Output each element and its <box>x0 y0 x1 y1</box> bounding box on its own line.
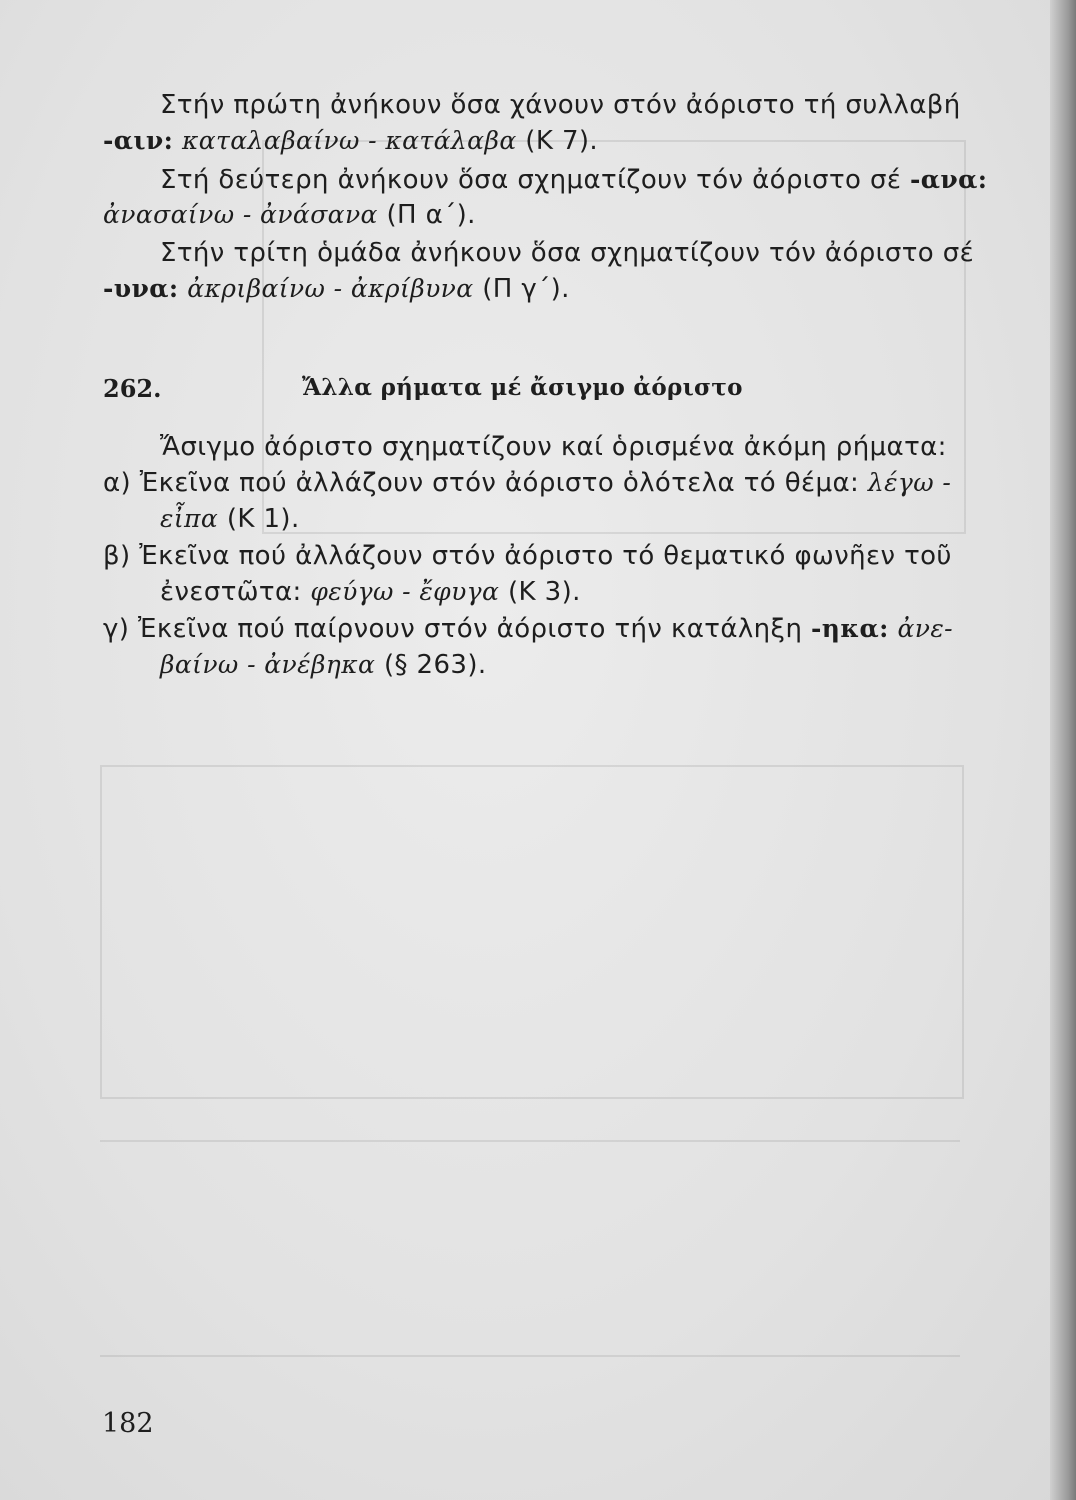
intro-paragraph-3-line-2 <box>103 272 570 306</box>
item-text: Ἐκεῖνα πού ἀλλάζουν στόν ἀόριστο ὁλότελα τό θέμα: <box>139 468 860 498</box>
list-item-gamma-line-1 <box>103 612 953 646</box>
reference: (§ 263). <box>383 650 487 680</box>
example-italic: εἶπα <box>160 504 219 533</box>
intro-paragraph-2-line-2 <box>103 198 476 232</box>
item-label: α) <box>103 468 132 498</box>
list-item-beta-line-2 <box>160 575 581 609</box>
text: Στή δεύτερη ἀνήκουν ὅσα σχηματίζουν τόν ἀόριστο σέ <box>160 165 902 195</box>
reference: (Π γ΄). <box>482 274 570 304</box>
list-item-alpha-line-1 <box>103 466 951 500</box>
reference: (Κ 7). <box>525 126 599 156</box>
page-number: 182 <box>102 1408 154 1439</box>
example-italic: φεύγω - ἔφυγα <box>310 577 500 606</box>
text: Στήν πρώτη ἀνήκουν ὅσα χάνουν στόν ἀόριστο τή συλλαβή <box>160 90 961 120</box>
reference: (Κ 3). <box>507 577 581 607</box>
item-label: γ) <box>103 614 130 644</box>
example-italic: ἀνασαίνω - ἀνάσανα <box>103 200 378 229</box>
reference: (Κ 1). <box>226 504 300 534</box>
ending-bold: -υνα: <box>103 274 179 303</box>
reference: (Π α΄). <box>386 200 476 230</box>
section-lead <box>160 430 947 464</box>
example-italic: καταλαβαίνω - κατάλαβα <box>181 126 517 155</box>
ending-bold: -αιν: <box>103 126 174 155</box>
list-item-gamma-line-2 <box>160 648 487 682</box>
list-item-alpha-line-2 <box>160 502 300 536</box>
ending-bold: -ανα: <box>909 165 988 194</box>
list-item-beta-line-1 <box>103 539 952 573</box>
item-label: β) <box>103 541 131 571</box>
example-italic: βαίνω - ἀνέβηκα <box>160 650 376 679</box>
item-text: Ἐκεῖνα πού παίρνουν στόν ἀόριστο τήν κατάληξη <box>138 614 803 644</box>
item-text: Ἐκεῖνα πού ἀλλάζουν στόν ἀόριστο τό θεματικό φωνῆεν τοῦ <box>139 541 952 571</box>
intro-paragraph-3-line-1 <box>160 236 974 270</box>
bleed-through-rule <box>100 1140 960 1142</box>
section-title: Ἄλλα ρήματα μέ ἄσιγμο ἀόριστο <box>302 374 743 401</box>
section-number: 262. <box>103 374 162 403</box>
example-italic: λέγω - <box>867 468 952 497</box>
intro-paragraph-1-line-1 <box>160 88 961 122</box>
text: Ἄσιγμο ἀόριστο σχηματίζουν καί ὁρισμένα ἀκόμη ρήματα: <box>160 432 947 462</box>
bleed-through-table-bottom <box>100 765 964 1099</box>
example-italic: ἀκριβαίνω - ἀκρίβυνα <box>187 274 474 303</box>
ending-bold: -ηκα: <box>811 614 889 643</box>
bleed-through-rule <box>100 1355 960 1357</box>
page-edge-shadow <box>1050 0 1076 1500</box>
item-text-continued: ἐνεστῶτα: <box>160 577 302 607</box>
text: Στήν τρίτη ὁμάδα ἀνήκουν ὅσα σχηματίζουν τόν ἀόριστο σέ <box>160 238 975 268</box>
example-italic: ἀνε- <box>897 614 953 643</box>
intro-paragraph-1-line-2 <box>103 124 598 158</box>
intro-paragraph-2-line-1 <box>160 163 987 197</box>
